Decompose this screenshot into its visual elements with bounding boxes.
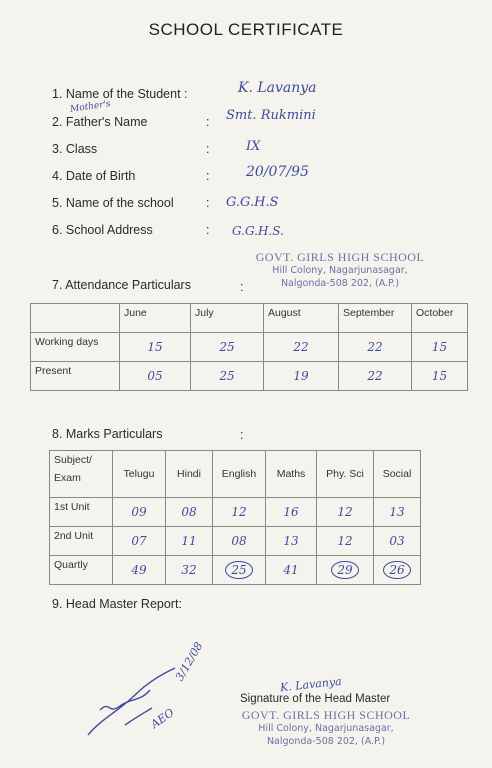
field-value-father-name: Smt. Rukmini bbox=[226, 108, 316, 123]
marks-subject-header: Social bbox=[374, 451, 421, 498]
attendance-row-label: Working days bbox=[31, 333, 120, 362]
field-value-dob: 20/07/95 bbox=[246, 164, 309, 180]
marks-cell: 12 bbox=[317, 527, 374, 556]
marks-cell-circled bbox=[317, 556, 374, 585]
stamp-line-1: GOVT. GIRLS HIGH SCHOOL bbox=[241, 708, 411, 722]
marks-subject-header: Phy. Sci bbox=[317, 451, 374, 498]
attendance-month-header: June bbox=[120, 304, 191, 333]
stamp-line-2: Hill Colony, Nagarjunasagar, bbox=[258, 723, 394, 734]
head-master-report-label: 9. Head Master Report: bbox=[52, 597, 182, 611]
marks-row-quartly bbox=[50, 556, 421, 585]
marks-row-label: 1st Unit bbox=[50, 498, 113, 527]
attendance-label: 7. Attendance Particulars bbox=[52, 278, 191, 292]
field-colon: : bbox=[206, 169, 210, 183]
circled-mark: 26 bbox=[383, 561, 410, 579]
attendance-cell: 22 bbox=[339, 362, 412, 391]
marks-row-1st-unit bbox=[50, 498, 421, 527]
certificate-title: SCHOOL CERTIFICATE bbox=[148, 20, 344, 39]
school-stamp-top bbox=[250, 251, 430, 290]
marks-row-label: 2nd Unit bbox=[50, 527, 113, 556]
attendance-cell: 25 bbox=[191, 362, 264, 391]
marks-colon: : bbox=[240, 428, 244, 442]
attendance-month-header: September bbox=[339, 304, 412, 333]
field-label-school-name: 5. Name of the school bbox=[52, 196, 174, 210]
attendance-row-present bbox=[31, 362, 468, 391]
marks-cell: 32 bbox=[166, 556, 213, 585]
marks-table bbox=[49, 450, 421, 585]
marks-subject-header: English bbox=[213, 451, 266, 498]
attendance-month-header: August bbox=[264, 304, 339, 333]
left-signature-scribble bbox=[80, 640, 230, 750]
attendance-corner-cell bbox=[31, 304, 120, 333]
stamp-line-1: GOVT. GIRLS HIGH SCHOOL bbox=[255, 250, 425, 264]
marks-row-label: Quartly bbox=[50, 556, 113, 585]
head-master-signature-label: Signature of the Head Master bbox=[240, 693, 391, 705]
field-colon: : bbox=[206, 223, 210, 237]
marks-subject-header: Maths bbox=[266, 451, 317, 498]
field-colon: : bbox=[206, 115, 210, 129]
marks-subject-header: Telugu bbox=[113, 451, 166, 498]
marks-cell: 07 bbox=[113, 527, 166, 556]
attendance-cell: 15 bbox=[412, 362, 468, 391]
marks-cell: 09 bbox=[113, 498, 166, 527]
field-label-father-name: 2. Father's Name bbox=[52, 115, 148, 129]
marks-cell: 03 bbox=[374, 527, 421, 556]
attendance-cell: 05 bbox=[120, 362, 191, 391]
marks-cell: 41 bbox=[266, 556, 317, 585]
marks-corner-line-1: Subject/ bbox=[54, 454, 92, 466]
marks-cell-circled bbox=[374, 556, 421, 585]
stamp-line-3: Nalgonda-508 202, (A.P.) bbox=[266, 736, 386, 747]
marks-cell: 49 bbox=[113, 556, 166, 585]
field-value-school-address: G.G.H.S. bbox=[232, 224, 284, 238]
field-label-dob: 4. Date of Birth bbox=[52, 169, 136, 183]
attendance-cell: 15 bbox=[120, 333, 191, 362]
head-master-initials: K. Lavanya bbox=[279, 674, 343, 695]
marks-cell: 08 bbox=[213, 527, 266, 556]
field-value-class: IX bbox=[246, 139, 261, 154]
field-colon: : bbox=[206, 196, 210, 210]
stamp-line-2: Hill Colony, Nagarjunasagar, bbox=[272, 265, 408, 276]
left-signature-date: 3/12/08 bbox=[172, 639, 206, 684]
attendance-cell: 15 bbox=[412, 333, 468, 362]
marks-cell: 08 bbox=[166, 498, 213, 527]
marks-subject-header: Hindi bbox=[166, 451, 213, 498]
marks-corner-line-2: Exam bbox=[54, 472, 81, 484]
school-stamp-bottom bbox=[236, 709, 416, 748]
marks-header-row bbox=[50, 451, 421, 498]
marks-cell-circled bbox=[213, 556, 266, 585]
field-label-class: 3. Class bbox=[52, 142, 98, 156]
attendance-row-label: Present bbox=[31, 362, 120, 391]
circled-mark: 25 bbox=[225, 561, 252, 579]
marks-cell: 13 bbox=[266, 527, 317, 556]
circled-mark: 29 bbox=[331, 561, 358, 579]
marks-cell: 11 bbox=[166, 527, 213, 556]
marks-corner-cell bbox=[50, 451, 113, 498]
stamp-line-3: Nalgonda-508 202, (A.P.) bbox=[280, 278, 400, 289]
attendance-colon: : bbox=[240, 280, 244, 294]
attendance-cell: 22 bbox=[264, 333, 339, 362]
marks-cell: 13 bbox=[374, 498, 421, 527]
left-signature-note: AEO bbox=[148, 706, 177, 731]
attendance-header-row bbox=[31, 304, 468, 333]
field-value-student-name: K. Lavanya bbox=[238, 80, 317, 96]
marks-cell: 16 bbox=[266, 498, 317, 527]
marks-cell: 12 bbox=[317, 498, 374, 527]
field-note-mothers: Mother's bbox=[69, 99, 112, 115]
attendance-cell: 25 bbox=[191, 333, 264, 362]
marks-row-2nd-unit bbox=[50, 527, 421, 556]
field-value-school-name: G.G.H.S bbox=[226, 195, 279, 210]
attendance-row-working-days bbox=[31, 333, 468, 362]
field-colon: : bbox=[206, 142, 210, 156]
field-label-student-name: 1. Name of the Student : bbox=[52, 87, 188, 101]
marks-label: 8. Marks Particulars bbox=[52, 427, 163, 441]
attendance-cell: 22 bbox=[339, 333, 412, 362]
field-label-school-address: 6. School Address bbox=[52, 223, 153, 237]
marks-cell: 12 bbox=[213, 498, 266, 527]
attendance-cell: 19 bbox=[264, 362, 339, 391]
attendance-month-header: October bbox=[412, 304, 468, 333]
attendance-table bbox=[30, 303, 468, 391]
attendance-month-header: July bbox=[191, 304, 264, 333]
